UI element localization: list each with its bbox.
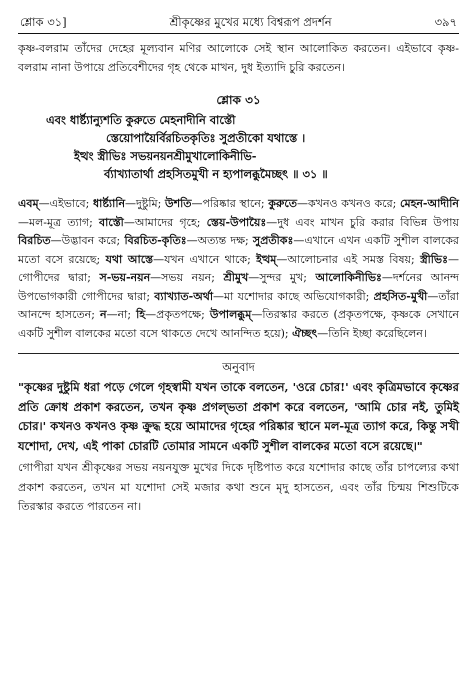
sanskrit-verse	[18, 111, 459, 183]
verse-line-3: ইত্থং স্ত্রীভিঃ সভয়নয়নশ্রীমুখালোকিনীভি-	[74, 149, 257, 163]
synonym-meaning: —পরিষ্কার স্থানে;	[191, 197, 269, 210]
synonym-word: ব্যাখ্যাত-অর্থা	[154, 289, 214, 303]
synonym-meaning: —প্রকৃতপক্ষে;	[145, 308, 210, 321]
synonym-meaning: —অত্যন্ত দক্ষ;	[186, 234, 253, 247]
synonym-word: মেহন-আদীনি	[400, 197, 459, 210]
word-for-word-synonyms	[18, 195, 459, 343]
synonym-meaning: —কখনও কখনও করে;	[297, 197, 401, 210]
translation-paragraph: "কৃষ্ণের দুষ্টুমি ধরা পড়ে গেলে গৃহস্বামী যখন তাকে বলতেন, 'ওরে চোর!' এবং কৃত্রিমভাবে কৃষ্ণের প্রতি ক্রোধ প্রকাশ করতেন, তখন কৃষ্ণ প্রগল্ভতা প্রকাশ করে বলতেন, 'আমি চোর নই, তুমিই চোর।' কখনও কখনও কৃষ্ণ ক্রুদ্ধ হয়ে আমাদের গৃহের পরিষ্কার স্থানে মল-মূত্র ত্যাগ করে, কিন্তু সখী যশোদা, দেখ, এই পাকা চোরটি তোমার সামনে একটি সুশীল বালকের মতো বসে রয়েছে।"	[18, 380, 459, 453]
synonym-word: বিরচিত-কৃতিঃ	[124, 234, 187, 247]
synonym-meaning: —মল-মূত্র ত্যাগ;	[18, 215, 100, 229]
synonym-meaning: —দুষ্টুমি;	[125, 197, 166, 210]
synonym-meaning: —দুধ এবং মাখন চুরি করার বিভিন্ন উপায়	[266, 215, 459, 229]
header-chapter-title: শ্রীকৃষ্ণের মুখের মধ্যে বিশ্বরূপ প্রদর্শন	[169, 15, 332, 29]
synonym-word: স্ত্রীভিঃ	[420, 252, 448, 266]
synonym-word: ইত্থম্	[256, 252, 277, 266]
synonym-word: ন	[100, 308, 107, 321]
synonym-word: ধার্ষ্ট্যানি	[92, 197, 126, 210]
verse-line-1: এবং ধার্ষ্ট্যান্যুশতি কুরুতে মেহনাদীনি বাস্তৌ	[46, 113, 236, 127]
synonym-word: এবম্	[18, 197, 39, 210]
translation-heading: অনুবাদ	[222, 360, 255, 374]
synonym-word: কুরুতে	[268, 197, 298, 210]
synonym-word: উশতি	[165, 197, 192, 210]
synonym-meaning: —সভয় নয়ন;	[150, 271, 224, 284]
purport-paragraph: গোপীরা যখন শ্রীকৃষ্ণের সভয় নয়নযুক্ত মুখের দিকে দৃষ্টিপাত করে যশোদার কাছে তাঁর চাপল্যের কথা প্রকাশ করতেন, তখন মা যশোদা সেই মজার কথা শুনে মৃদু হাসতেন, এবং তাঁর চিন্ময় শিশুটিকে তিরস্কার করতে পারতেন না।	[18, 461, 459, 513]
synonym-word: প্রহসিত-মুখী	[373, 289, 428, 303]
synonym-meaning: —গোপীদের দ্বারা;	[18, 252, 459, 284]
synonym-meaning: —তাঁরা আনন্দে হাসতেন;	[18, 289, 459, 321]
page-number: ৩৯৭	[434, 15, 457, 29]
intro-paragraph: কৃষ্ণ-বলরাম তাঁদের দেহের মূল্যবান মণির আলোকে সেই স্থান আলোকিত করতেন। এইভাবে কৃষ্ণ-বলরাম নানা উপায়ে প্রতিবেশীদের গৃহ থেকে মাখন, দুধ ইত্যাদি চুরি করতেন।	[18, 42, 459, 74]
synonym-meaning: —তিরস্কার করতে (প্রকৃতপক্ষে, কৃষ্ণকে সেখানে একটি সুশীল বালকের মতো বসে থাকতে দেখে আনন্দিত হয়ে);	[18, 308, 459, 340]
synonym-meaning: —উদ্ভাবন করে;	[50, 234, 125, 247]
synonym-word: উপালব্ধুম্	[209, 308, 252, 321]
synonym-meaning: —মা যশোদার কাছে অভিযোগকারী;	[213, 289, 374, 303]
synonym-word: স-ভয়-নয়ন	[99, 271, 151, 284]
synonym-meaning: —আলোচনার এই সমস্ত বিষয়;	[276, 252, 421, 266]
synonym-word: স্তেয়-উপায়ৈঃ	[206, 215, 267, 229]
synonym-word: সুপ্রতীকঃ	[252, 234, 294, 247]
synonym-meaning: —যখন এখানে থাকে;	[153, 252, 257, 266]
synonym-meaning: —এইভাবে;	[38, 197, 93, 210]
verse-line-4: র্ব্যাখ্যাতার্থা প্রহসিতমুখী ন হ্যপালব্ধুমৈচ্ছৎ ॥ ৩১ ॥	[104, 167, 328, 181]
divider	[18, 353, 459, 354]
synonym-word: যথা আস্তে	[105, 252, 154, 266]
running-header	[18, 14, 459, 34]
synonym-word: বিরচিত	[18, 234, 51, 247]
synonym-meaning: —না;	[106, 308, 137, 321]
verse-line-2: স্তেয়োপায়ৈর্বিরচিতকৃতিঃ সুপ্রতীকো যথাস্তে ।	[106, 131, 306, 145]
synonym-meaning: —সুন্দর মুখ;	[248, 271, 316, 284]
synonym-meaning: —এখানে এখন একটি সুশীল বালকের মতো বসে রয়েছে;	[18, 234, 459, 266]
synonym-word: হি	[136, 308, 146, 321]
synonym-word: ঐচ্ছৎ	[292, 326, 318, 340]
synonym-word: শ্রীমুখ	[223, 271, 249, 284]
synonym-meaning: —দর্শনের আনন্দ উপভোগকারী গোপীদের দ্বারা;	[18, 271, 459, 303]
synonym-word: বাস্তৌ	[99, 215, 124, 229]
synonym-meaning: —তিনি ইচ্ছা করেছিলেন।	[317, 326, 427, 340]
synonym-meaning: —আমাদের গৃহে;	[123, 215, 207, 229]
synonym-word: আলোকিনীভিঃ	[315, 271, 382, 284]
header-verse-ref: শ্লোক ৩১]	[20, 15, 67, 29]
verse-title: শ্লোক ৩১	[216, 93, 261, 107]
